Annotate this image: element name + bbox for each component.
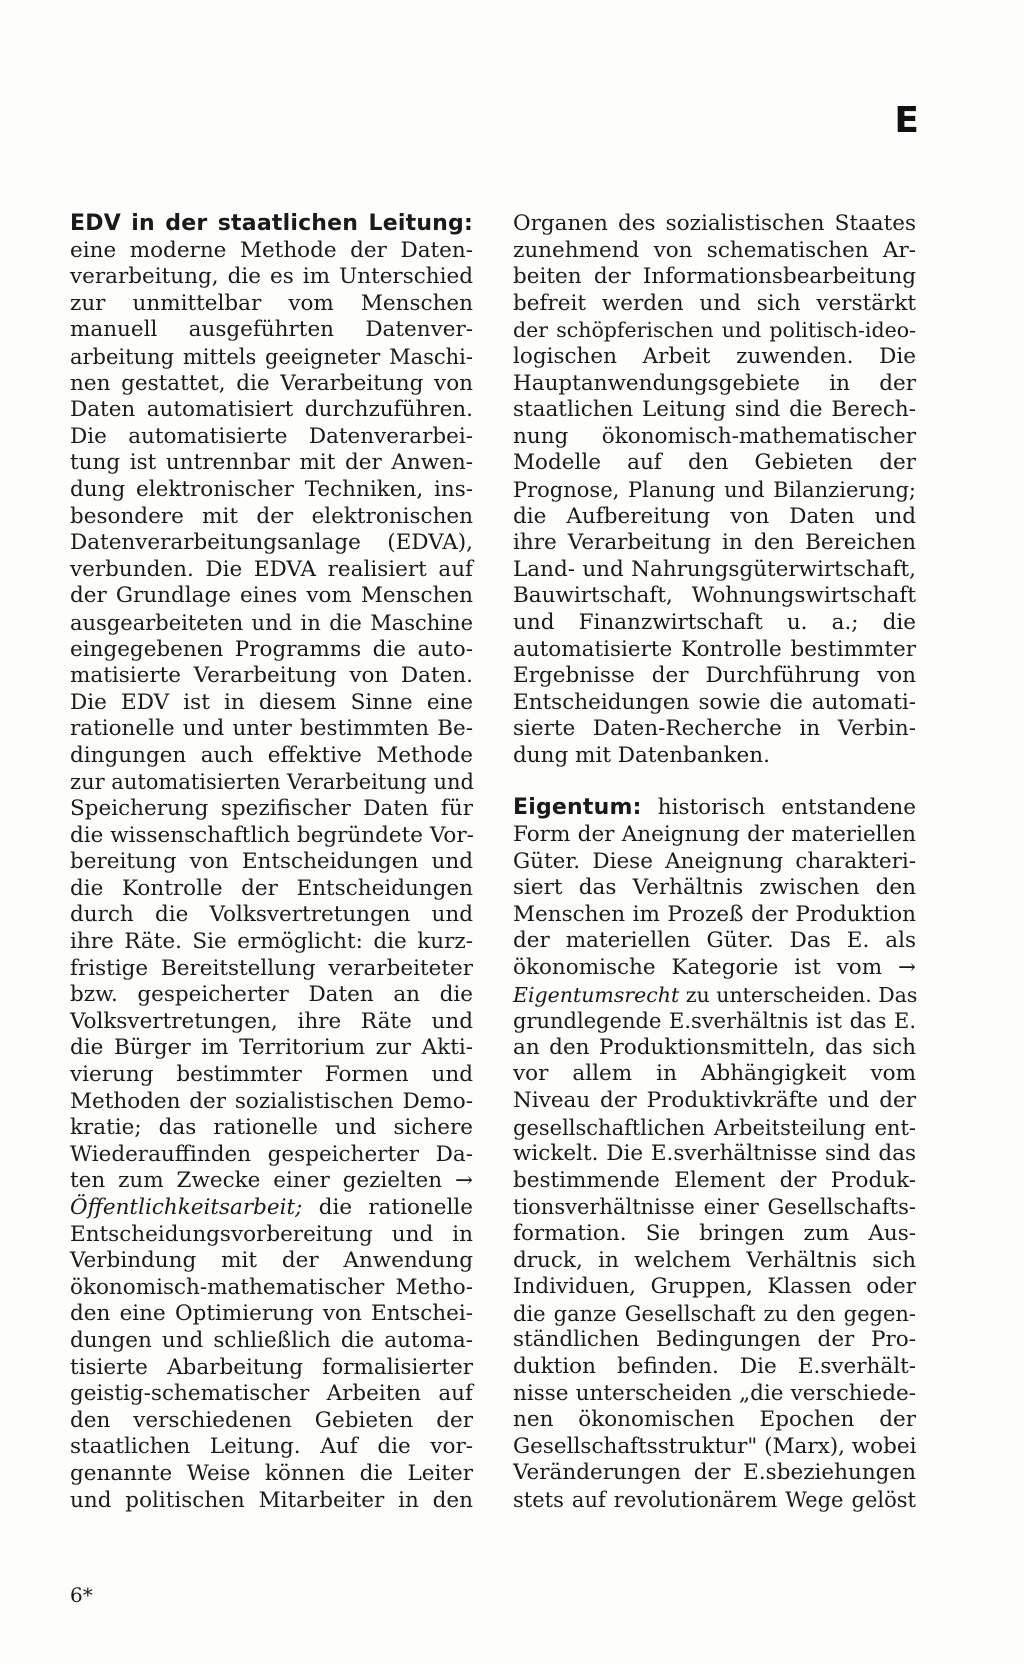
- text-line: Modelle auf den Gebieten der: [513, 450, 916, 476]
- text-line: Volksvertretungen, ihre Räte und: [70, 1008, 473, 1034]
- entry-spacer: [513, 769, 916, 795]
- text-line: Bauwirtschaft, Wohnungswirtschaft: [513, 583, 916, 609]
- text-line: Form der Aneignung der materiellen: [513, 822, 916, 848]
- text-fragment: historisch entstandene: [641, 795, 916, 821]
- text-line: ausgearbeiteten und in die Maschine: [70, 610, 473, 635]
- text-line: tung ist untrennbar mit der Anwen-: [70, 450, 473, 476]
- text-line: Gesellschaftsstruktur" (Marx), wobei: [513, 1433, 917, 1459]
- italic-crossref: Eigentumsrecht: [513, 982, 680, 1007]
- text-line: Veränderungen der E.sbeziehungen: [513, 1460, 916, 1486]
- text-line: duktion befinden. Die E.sverhält-: [513, 1353, 916, 1379]
- text-line: nung ökonomisch-mathematischer: [513, 423, 916, 449]
- text-line: manuell ausgeführten Datenver-: [70, 317, 473, 343]
- text-fragment: die rationelle: [302, 1194, 473, 1220]
- text-fragment: zu unterscheiden. Das: [679, 982, 918, 1007]
- text-line: Entscheidungsvorbereitung und in: [70, 1221, 473, 1247]
- text-line: nen gestattet, die Verarbeitung von: [70, 370, 473, 396]
- text-line: Land- und Nahrungsgüterwirtschaft,: [513, 556, 916, 582]
- text-line: tionsverhältnisse einer Gesellschafts-: [513, 1195, 916, 1220]
- text-line: die Kontrolle der Entscheidungen: [70, 875, 473, 901]
- text-line: an den Produktionsmitteln, das sich: [513, 1034, 916, 1060]
- text-line: der Grundlage eines vom Menschen: [70, 583, 473, 609]
- text-line: zur unmittelbar vom Menschen: [70, 290, 473, 316]
- text-line: ihre Verarbeitung in den Bereichen: [513, 530, 916, 556]
- italic-crossref: Öffentlichkeitsarbeit;: [70, 1194, 303, 1220]
- text-line: geistig-schematischer Arbeiten auf: [70, 1381, 473, 1407]
- text-line: der materiellen Güter. Das E. als: [513, 928, 916, 954]
- entry-headword-line: [70, 211, 473, 238]
- left-column: [70, 211, 473, 1514]
- text-line: dingungen auch effektive Methode: [70, 742, 473, 768]
- text-line: bestimmende Element der Produk-: [513, 1167, 916, 1193]
- text-line: bzw. gespeicherter Daten an die: [70, 982, 473, 1008]
- entry-headword-eigentum: Eigentum:: [513, 795, 642, 821]
- text-line: sierte Daten-Recherche in Verbin-: [513, 716, 916, 742]
- text-line: nen ökonomischen Epochen der: [513, 1407, 916, 1433]
- text-line: und Finanzwirtschaft u. a.; die: [513, 609, 916, 635]
- text-line: die wissenschaftlich begründete Vor-: [70, 822, 474, 848]
- text-line: ten zum Zwecke einer gezielten →: [70, 1168, 473, 1194]
- text-line: druck, in welchem Verhältnis sich: [513, 1247, 916, 1273]
- text-line: nisse unterscheiden „die verschiede-: [513, 1380, 916, 1406]
- text-line: staatlichen Leitung sind die Berech-: [513, 397, 916, 423]
- text-line: ihre Räte. Sie ermöglicht: die kurz-: [70, 929, 473, 955]
- text-line: eingegebenen Programms die auto-: [70, 636, 473, 662]
- text-line: und politischen Mitarbeiter in den: [70, 1487, 473, 1513]
- entry-headword-line: [513, 795, 916, 822]
- text-line: Datenverarbeitungsanlage (EDVA),: [70, 530, 473, 556]
- text-line: befreit werden und sich verstärkt: [513, 290, 916, 316]
- text-line: [513, 982, 916, 1009]
- text-line: bereitung von Entscheidungen und: [70, 849, 473, 875]
- text-line: fristige Bereitstellung verarbeiteter: [70, 955, 473, 981]
- text-line: Ergebnisse der Durchführung von: [513, 663, 916, 689]
- text-line: siert das Verhältnis zwischen den: [513, 875, 916, 901]
- text-line: Verbindung mit der Anwendung: [70, 1248, 473, 1274]
- text-line: die Aufbereitung von Daten und: [513, 503, 916, 529]
- text-line: vierung bestimmter Formen und: [70, 1062, 473, 1087]
- text-line: Individuen, Gruppen, Klassen oder: [513, 1274, 916, 1300]
- text-line: ständlichen Bedingungen der Pro-: [513, 1327, 916, 1353]
- text-line: ökonomische Kategorie ist vom →: [513, 955, 916, 981]
- text-line: rationelle und unter bestimmten Be-: [70, 716, 473, 742]
- text-line: eine moderne Methode der Daten-: [70, 237, 473, 263]
- text-line: verarbeitung, die es im Unterschied: [70, 264, 473, 290]
- text-line: wickelt. Die E.sverhältnisse sind das: [513, 1141, 916, 1167]
- text-line: [70, 1195, 473, 1222]
- text-line: dungen und schließlich die automa-: [70, 1327, 473, 1353]
- text-line: Hauptanwendungsgebiete in der: [513, 370, 916, 396]
- text-line: arbeitung mittels geeigneter Maschi-: [70, 344, 473, 369]
- section-letter: E: [894, 100, 919, 141]
- text-line: formation. Sie bringen zum Aus-: [513, 1220, 916, 1246]
- entry-headword-edv: EDV in der staatlichen Leitung:: [70, 211, 473, 236]
- text-line: beiten der Informationsbearbeitung: [513, 264, 916, 290]
- page-folio: 6*: [70, 1583, 93, 1607]
- text-line: durch die Volksvertretungen und: [70, 902, 473, 928]
- text-line: Menschen im Prozeß der Produktion: [513, 901, 916, 927]
- text-line: stets auf revolutionärem Wege gelöst: [513, 1487, 916, 1512]
- text-line: gesellschaftlichen Arbeitsteilung ent-: [513, 1115, 916, 1140]
- text-line: genannte Weise können die Leiter: [70, 1460, 473, 1486]
- text-line: tisierte Abarbeitung formalisierter: [70, 1354, 473, 1380]
- text-line: staatlichen Leitung. Auf die vor-: [70, 1434, 473, 1460]
- text-line: dung elektronischer Techniken, ins-: [70, 476, 473, 502]
- text-line: zunehmend von schematischen Ar-: [513, 237, 916, 263]
- text-line: die Bürger im Territorium zur Akti-: [70, 1035, 473, 1061]
- text-line: besondere mit der elektronischen: [70, 503, 473, 529]
- text-line: vor allem in Abhängigkeit vom: [513, 1061, 916, 1087]
- text-line: Entscheidungen sowie die automati-: [513, 689, 916, 715]
- text-line: logischen Arbeit zuwenden. Die: [513, 343, 916, 369]
- text-line: Niveau der Produktivkräfte und der: [513, 1088, 916, 1113]
- text-line: Güter. Diese Aneignung charakteri-: [513, 848, 916, 874]
- text-line: Prognose, Planung und Bilanzierung;: [513, 477, 916, 502]
- text-line: grundlegende E.sverhältnis ist das E.: [513, 1009, 916, 1034]
- text-line: kratie; das rationelle und sichere: [70, 1115, 473, 1141]
- text-line: ökonomisch-mathematischer Metho-: [70, 1274, 473, 1300]
- text-line: Daten automatisiert durchzuführen.: [70, 397, 473, 423]
- text-line: verbunden. Die EDVA realisiert auf: [70, 556, 473, 582]
- text-line: Die EDV ist in diesem Sinne eine: [70, 689, 473, 715]
- text-line: der schöpferischen und politisch-ideo-: [513, 318, 916, 343]
- text-line: Organen des sozialistischen Staates: [513, 211, 916, 236]
- right-column: [513, 211, 916, 1514]
- text-line: Die automatisierte Datenverarbei-: [70, 423, 473, 449]
- text-line: matisierte Verarbeitung von Daten.: [70, 663, 473, 689]
- text-line: dung mit Datenbanken.: [513, 742, 770, 768]
- text-line: Methoden der sozialistischen Demo-: [70, 1088, 473, 1114]
- text-line: den verschiedenen Gebieten der: [70, 1407, 473, 1433]
- text-line: Wiederauffinden gespeicherter Da-: [70, 1141, 473, 1167]
- text-line: den eine Optimierung von Entschei-: [70, 1301, 473, 1327]
- text-line: zur automatisierten Verarbeitung und: [70, 770, 474, 795]
- text-line: automatisierte Kontrolle bestimmter: [513, 636, 916, 662]
- text-line: Speicherung spezifischer Daten für: [70, 796, 473, 822]
- text-line: die ganze Gesellschaft zu den gegen-: [513, 1301, 916, 1326]
